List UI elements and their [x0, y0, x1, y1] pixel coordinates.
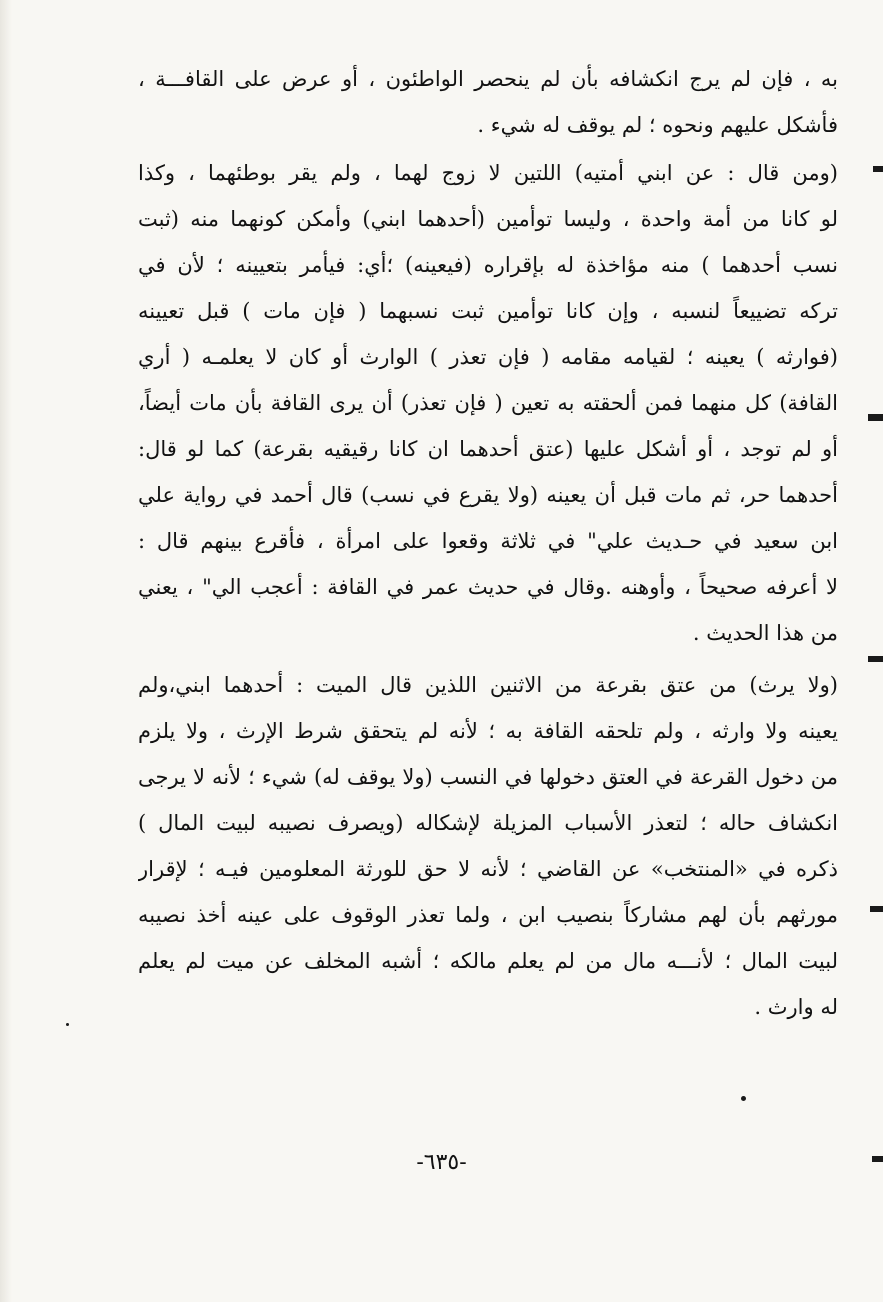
text-line: أحدهما حر، ثم مات قبل أن يعينه (ولا يقرع في نسب) قال أحمد في رواية علي — [138, 483, 838, 507]
paragraph-continuation — [138, 56, 838, 148]
text-line: مورثهم بأن لهم مشاركاً بنصيب ابن ، ولما تعذر الوقوف على عينه أخذ نصيبه — [138, 903, 838, 927]
ink-speck — [741, 1096, 746, 1101]
text-line: فأشكل عليهم ونحوه ؛ لم يوقف له شيء . — [477, 113, 838, 137]
text-line: لا أعرفه صحيحاً ، وأوهنه .وقال في حديث عمر في القافة : أعجب الي" ، يعني — [138, 575, 838, 599]
paragraph-inheritance — [138, 662, 838, 1030]
margin-tick-mark — [868, 414, 883, 421]
text-line: (فوارثه ) يعينه ؛ لقيامه مقامه ( فإن تعذر ) الوارث أو كان لا يعلمـه ( أري — [138, 345, 838, 369]
text-line: ذكره في «المنتخب» عن القاضي ؛ لأنه لا حق للورثة المعلومين فيـه ؛ لإقرار — [138, 857, 838, 881]
text-line: لبيت المال ؛ لأنـــه مال من لم يعلم مالكه ؛ أشبه المخلف عن ميت لم يعلم — [138, 949, 838, 973]
text-line: تركه تضييعاً لنسبه ، وإن كانا توأمين ثبت نسبهما ( فإن مات ) قبل تعيينه — [138, 299, 838, 323]
text-line: ابن سعيد في حـديث علي" في ثلاثة وقعوا على امرأة ، فأقرع بينهم قال : — [138, 529, 838, 553]
margin-tick-mark — [872, 1156, 883, 1162]
text-line: من دخول القرعة في العتق دخولها في النسب (ولا يوقف له) شيء ؛ لأنه لا يرجى — [138, 765, 838, 789]
margin-tick-mark — [868, 656, 883, 662]
text-line: نسب أحدهما ) منه مؤاخذة له بإقراره (فيعينه) ؛أي: فيأمر بتعيينه ؛ لأن في — [138, 253, 838, 277]
margin-tick-mark — [870, 906, 883, 912]
margin-tick-mark — [873, 166, 883, 172]
paragraph-father-of-two — [138, 150, 838, 656]
text-line: (ومن قال : عن ابني أمتيه) اللتين لا زوج لهما ، ولم يقر بوطئهما ، وكذا — [138, 161, 838, 185]
text-line: يعينه ولا وارثه ، ولم تلحقه القافة به ؛ لأنه لم يتحقق شرط الإرث ، ولا يلزم — [138, 719, 838, 743]
text-line: لو كانا من أمة واحدة ، وليسا توأمين (أحدهما ابني) وأمكن كونهما منه (ثبت — [138, 207, 838, 231]
text-line: له وارث . — [754, 995, 838, 1019]
text-line: به ، فإن لم يرج انكشافه بأن لم ينحصر الواطئون ، أو عرض على القافـــة ، — [138, 67, 838, 91]
text-line: القافة) كل منهما فمن ألحقته به تعين ( فإن تعذر) أن يرى القافة بأن مات أيضاً، — [138, 391, 838, 415]
page-edge-shadow — [0, 0, 12, 1302]
page-number: -٦٣٥- — [416, 1150, 467, 1175]
text-line: (ولا يرث) من عتق بقرعة من الاثنين اللذين قال الميت : أحدهما ابني،ولم — [138, 673, 838, 697]
text-line: أو لم توجد ، أو أشكل عليها (عتق أحدهما ان كانا رقيقيه بقرعة) كما لو قال: — [138, 437, 838, 461]
text-line: انكشاف حاله ؛ لتعذر الأسباب المزيلة لإشكاله (ويصرف نصيبه لبيت المال ) — [138, 811, 838, 835]
text-line: من هذا الحديث . — [692, 621, 838, 645]
ink-speck — [66, 1023, 69, 1026]
